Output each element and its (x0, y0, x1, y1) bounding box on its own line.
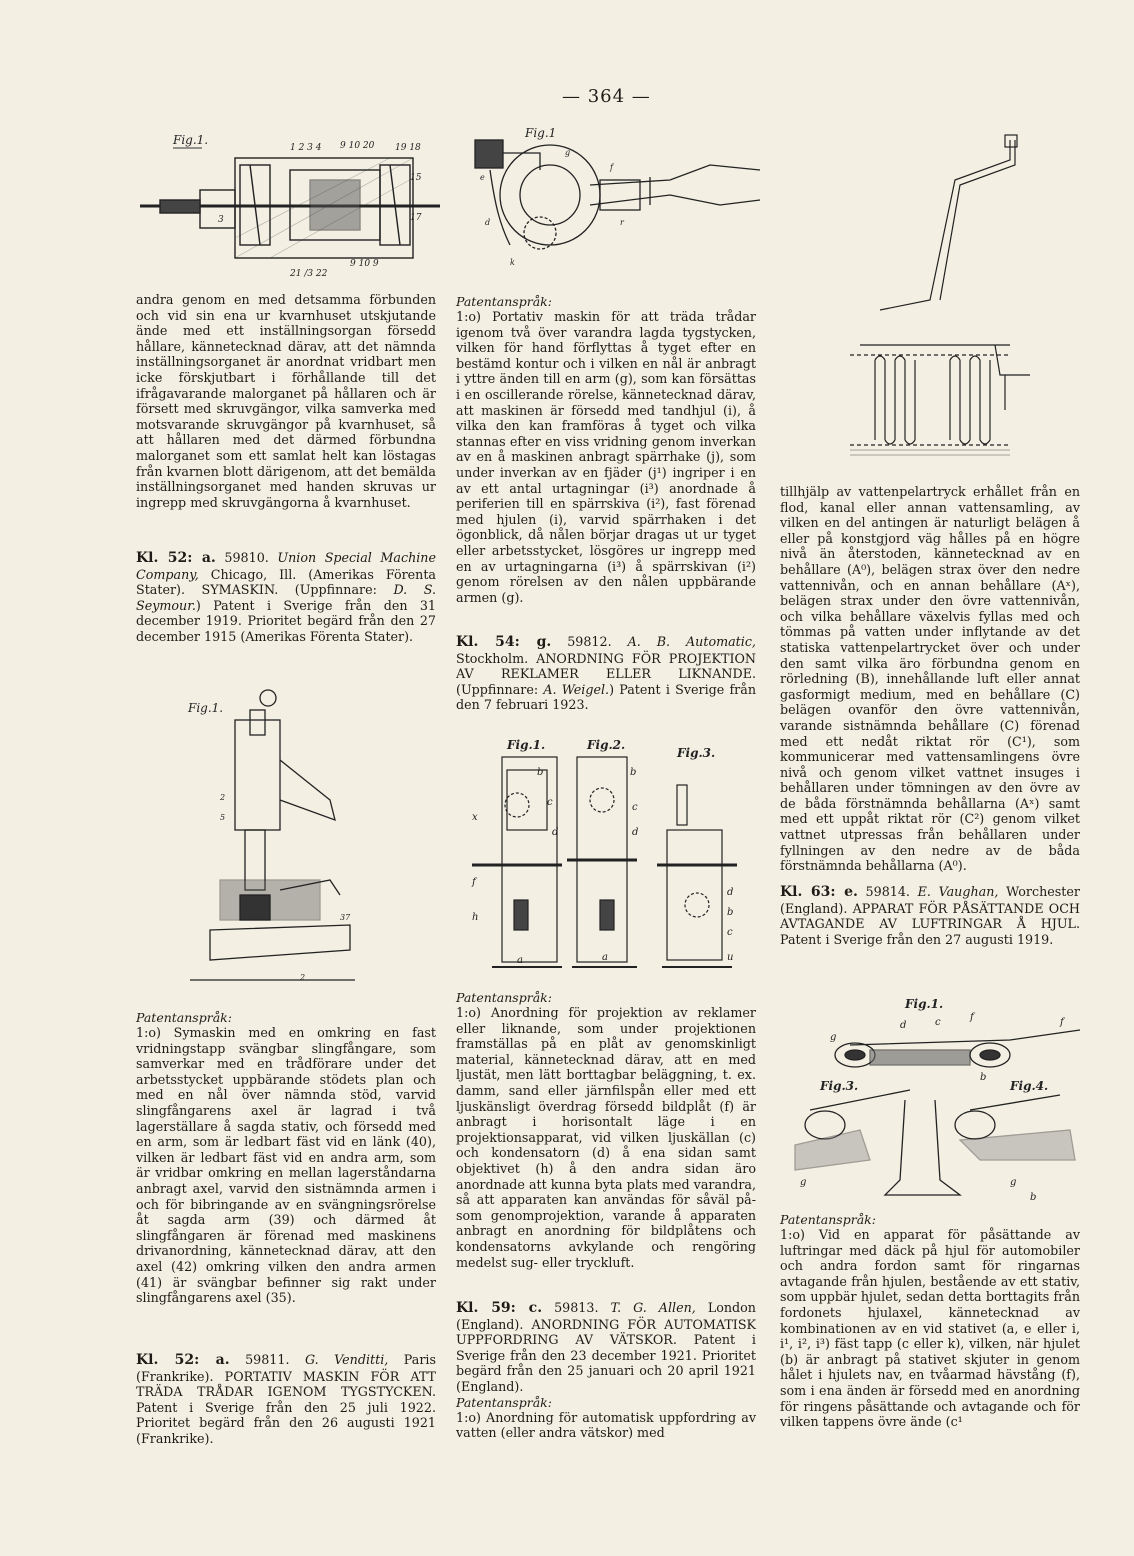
figure-label: Fig.1. (507, 738, 546, 752)
figure-label: Fig.2. (587, 738, 626, 752)
svg-text:f: f (610, 163, 613, 172)
svg-text:d: d (900, 1020, 907, 1031)
patent-entry (136, 550, 436, 645)
svg-text:c: c (547, 797, 553, 808)
claim-heading: Patentanspråk: (456, 294, 552, 309)
svg-text:19 18: 19 18 (395, 143, 421, 153)
svg-text:u: u (727, 952, 734, 963)
figure-label: Fig.1. (188, 701, 224, 715)
svg-text:b: b (630, 767, 637, 778)
patent-holder: Union Special Machine Company, (136, 550, 436, 582)
svg-text:d: d (632, 827, 639, 838)
page-number: — 364 — (562, 86, 651, 107)
figure-water-apparatus (850, 130, 1050, 475)
svg-text:b: b (537, 767, 544, 778)
patent-text: Chicago, Ill. (Amerikas Förenta Stater). SYMASKIN. (Uppfinnare: (136, 566, 436, 598)
figure-label: Fig.3. (820, 1079, 859, 1093)
patent-holder: A. B. Automatic, (627, 634, 756, 649)
claim-text: 1:o) Anordning för projektion av reklamer eller liknande, som under projektionen framställas på en plåt av genomskinligt material, kännetecknad därav, att en med ljustät, men lätt borttagbar beläggning, t. ex. damm, sand eller järnfilspån eller med ett ljuskänsligt överdrag försedd bildplåt (f) är anbragt i horisontalt läge i en projektionsapparat, vid vilken ljuskällan (c) och kondensatorn (d) å ena sidan samt objektivet (h) å den andra sidan äro anordnade att kunna byta plats med varandra, så att apparaten kan användas för såväl på- som genomprojektion, varande å apparaten anbragt en anordning för bildplåtens och kondensatorns avkylande och rengöring medelst sug- eller tryckluft. (456, 1005, 756, 1270)
claim-text: 1:o) Portativ maskin för att träda trådar igenom två över varandra lagda tygstycken, vilken för hand förflyttas å tyget efter en bestämd kontur och i vilken en nål är anbragt i yttre änden till en arm (g), som kan försättas i en oscillerande rörelse, kännetecknad därav, att maskinen är försedd med tandhjul (i), å vilka den kan framföras å tyget och vilka stannas efter en viss vridning genom inverkan av en å maskinen anbragt spärrhake (j), som under inverkan av en fjäder (j¹) ingriper i en av ett antal urtagningar (i³) anordnade å periferien till en spärrskiva (i²), fast förenad med hjulen (i), varvid spärrhaken i det ögonblick, då nålen börjar dragas ut ur tyget eller arbetsstycket, lösgöres ur ingrepp med en av urtagningarna (i³) å spärrskivan (i²) genom rörelsen av den nålen uppbärande armen (g). (456, 309, 756, 605)
claim-text: 1:o) Anordning för automatisk uppfordring av vatten (eller andra vätskor) med (456, 1409, 756, 1441)
svg-text:15: 15 (410, 173, 422, 183)
entry-59811 (136, 1352, 436, 1447)
svg-text:f: f (1060, 1017, 1064, 1028)
figure-label: Fig.1 (525, 126, 557, 140)
claim-59814 (780, 1212, 1080, 1430)
class-label: Kl. 52: a. (136, 550, 216, 566)
svg-text:d: d (727, 887, 734, 898)
claim-text: 1:o) Vid en apparat för påsättande av luftringar med däck på hjul för automobiler och andra fordon samt för ringarnas avtagande från hjulen, bestående av ett stativ, som uppbär hjulet, sedan detta borttagits från fordonets hjulaxel, kännetecknad av kombinationen av en vid stativet (a, e eller i, i¹, i², i³) fäst tapp (c eller k), vilken, när hjulet (b) är anbragt på stativet skjuter in genom hålet i hjulets nav, en tvåarmad hävstång (f), som i ena änden är försedd med en anordning för ringens påsättande och avtagande och för vilken tappens övre ände (c¹ (780, 1227, 1080, 1430)
figure-label: Fig.1. (173, 133, 209, 147)
patent-number: 59812. (567, 634, 612, 649)
figure-threading-machine (470, 125, 760, 280)
svg-text:b: b (1030, 1192, 1037, 1203)
svg-text:g: g (830, 1032, 837, 1043)
svg-text:r: r (620, 218, 624, 227)
paragraph: tillhjälp av vattenpelartryck erhållet från en flod, kanal eller annan vattensamling, av vilken en del antingen är naturligt belägen å eller på konstgjord väg hålles på en högre nivå än återstoden, kännetecknad av en behållare (A⁰), belägen strax över den nedre vattennivån, och en annan behållare (Aˣ), belägen strax under den övre vattennivån, och vilka behållare växelvis fyllas med och tömmas på vatten under inflytande av det statiska vattenpelartrycket över och under den samt vilka äro förbundna genom en rörledning (B), innehållande luft eller annat gasformigt medium, med en behållare (C) belägen ovanför den övre vattennivån, varande sistnämnda behållare (C) förenad med ett nedåt riktat rör (C¹), som kommunicerar med vattensamlingens övre nivå och genom vilket vattnet insuges i behållaren under tömningen av den övre av de båda förstnämnda behållarna (Aˣ) samt med ett uppåt riktat rör (C²) genom vilket vattnet utpressas från behållaren under fyllningen av den nedre av de båda förstnämnda behållarna (A⁰). (780, 484, 1080, 874)
svg-text:x: x (472, 812, 478, 823)
svg-text:9 10 20: 9 10 20 (340, 141, 375, 151)
claim-59811 (456, 294, 756, 605)
patent-holder: E. Vaughan, (917, 884, 999, 899)
patent-entry (456, 1300, 756, 1395)
svg-text:d: d (552, 827, 559, 838)
patent-entry (136, 1352, 436, 1447)
claim-text: 1:o) Symaskin med en omkring en fast vridningstapp svängbar slingfångare, som samverkar med en trådförare under det arbetsstycket uppbärande stödets plan och med en nål över nämnda stöd, varvid slingfångarens axel är lagrad i två lagerställare å sagda stativ, och försedd med en arm, som är ledbart fäst vid en länk (40), vilken är ledbart fäst vid en andra arm, som är vridbar omkring en mellan lagerståndarna anbragt axel, varvid den sistnämnda armen i och för bibringande av en svängningsrörelse åt sagda arm (39) och därmed åt slingfångaren är förenad med maskinens drivanordning, kännetecknad därav, att den axel (42) omkring vilken den andra armen (41) är svängbar befinner sig rakt under slingfångarens axel (35). (136, 1025, 436, 1306)
patent-text: ) Patent i Sverige från den 7 februari 1923. (456, 681, 756, 713)
figure-tire-apparatus (790, 997, 1090, 1205)
patent-text: Worchester (England). APPARAT FÖR PÅSÄTTANDE OCH AVTAGANDE AV LUFTRINGAR Å HJUL. Patent i Sverige från den 27 augusti 1919. (780, 884, 1080, 947)
entry-59812 (456, 634, 756, 713)
claim-heading: Patentanspråk: (456, 990, 552, 1005)
figure-label: Fig.4. (1010, 1079, 1049, 1093)
svg-text:2: 2 (300, 973, 306, 982)
claim-59810 (136, 1010, 436, 1306)
svg-text:f: f (472, 877, 476, 888)
patent-number: 59814. (865, 884, 910, 899)
entry-59813 (456, 1300, 756, 1441)
svg-text:a: a (517, 955, 523, 966)
claim-59812 (456, 990, 756, 1270)
svg-text:g: g (565, 148, 571, 157)
paragraph: andra genom en med detsamma förbunden och vid sin ena ur kvarnhuset utskjutande ände med ett inställningsorgan försedd hållare, kännetecknad därav, att det nämnda inställningsorganet är anordnat vridbart men icke förskjutbart i förhållande till det ifrågavarande malorganet på hållaren och är försett med skruvgängor, vilka samverka med motsvarande skruvgängor på kvarnhuset, så att hållaren med det därmed förbundna malorganet som ett samlat helt kan löstagas från kvarnen blott därigenom, att det bemälda inställningsorganet med handen skruvas ur ingrepp med skruvgängorna å kvarnhuset. (136, 292, 436, 510)
patent-entry (456, 634, 756, 713)
claim-heading: Patentanspråk: (136, 1010, 232, 1025)
patent-text: Paris (Frankrike). PORTATIV MASKIN FÖR ATT TRÄDA TRÅDAR IGENOM TYGSTYCKEN. Patent i Sverige från den 25 juli 1922. Prioritet begärd från den 26 augusti 1921 (Frankrike). (136, 1352, 436, 1446)
svg-text:5: 5 (220, 813, 226, 822)
svg-text:a: a (602, 952, 608, 963)
svg-text:17: 17 (410, 213, 422, 223)
svg-text:g: g (800, 1177, 807, 1188)
svg-text:3: 3 (218, 215, 224, 225)
svg-text:b: b (727, 907, 734, 918)
svg-text:d: d (485, 218, 491, 227)
figure-label: Fig.1. (905, 997, 944, 1011)
svg-text:37: 37 (340, 913, 351, 922)
entry-59810 (136, 550, 436, 645)
svg-text:b: b (980, 1072, 987, 1083)
claim-heading: Patentanspråk: (456, 1394, 552, 1410)
svg-text:g: g (1010, 1177, 1017, 1188)
patent-text: London (England). ANORDNING FÖR AUTOMATISK UPPFORDRING AV VÄTSKOR. Patent i Sverige från den 23 december 1921. Prioritet begärd från den 25 januari och 20 april 1921 (England). (456, 1300, 756, 1394)
svg-text:c: c (632, 802, 638, 813)
svg-text:1 2 3 4: 1 2 3 4 (290, 143, 322, 153)
patent-number: 59810. (224, 550, 269, 565)
patent-text: ) Patent i Sverige från den 31 december 1919. Prioritet begärd från den 27 december 1915 (Amerikas Förenta Stater). (136, 597, 436, 644)
svg-text:2: 2 (220, 793, 226, 802)
claim-heading: Patentanspråk: (780, 1212, 876, 1227)
patent-holder: T. G. Allen, (610, 1300, 696, 1315)
class-label: Kl. 52: a. (136, 1352, 230, 1368)
svg-text:h: h (472, 912, 479, 923)
figure-mill-section (140, 120, 440, 280)
svg-text:e: e (480, 173, 485, 182)
patent-number: 59811. (245, 1352, 290, 1367)
figure-sewing-machine (180, 680, 360, 990)
patent-entry (780, 884, 1080, 947)
patent-number: 59813. (554, 1300, 599, 1315)
inventor-name: D. S. Seymour. (136, 582, 436, 613)
svg-text:c: c (935, 1017, 941, 1028)
class-label: Kl. 63: e. (780, 884, 858, 900)
svg-text:21 /3 22: 21 /3 22 (290, 269, 328, 279)
column-right (780, 484, 1080, 874)
figure-projection-apparatus (462, 735, 762, 985)
column-left (136, 292, 436, 510)
inventor-name: A. Weigel. (543, 681, 610, 697)
svg-text:f: f (970, 1012, 974, 1023)
svg-text:9 10 9: 9 10 9 (350, 259, 379, 269)
patent-holder: G. Venditti, (304, 1352, 389, 1367)
svg-text:k: k (510, 258, 515, 267)
figure-label: Fig.3. (677, 746, 716, 760)
svg-text:c: c (727, 927, 733, 938)
patent-text: Stockholm. ANORDNING FÖR PROJEKTION AV REKLAMER ELLER LIKNANDE. (Uppfinnare: (456, 650, 756, 697)
class-label: Kl. 54: g. (456, 634, 552, 650)
entry-59814 (780, 884, 1080, 947)
class-label: Kl. 59: c. (456, 1300, 543, 1316)
